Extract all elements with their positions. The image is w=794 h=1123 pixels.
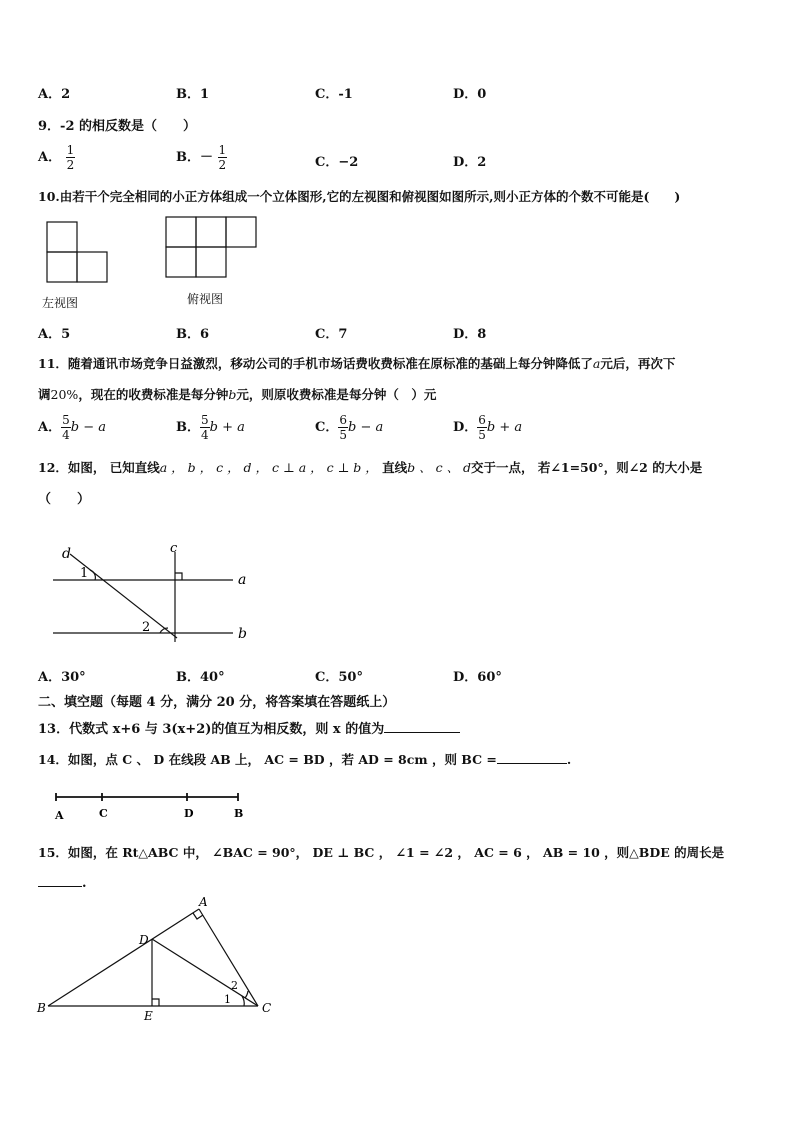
- q9-option-a-label: A．: [38, 150, 62, 165]
- label-c: C: [262, 1001, 272, 1015]
- label-angle-1: 1: [80, 566, 89, 581]
- label-a: A: [55, 809, 64, 822]
- frac-den: 2: [218, 158, 227, 172]
- q9-option-b: [176, 143, 227, 172]
- q12-text-c: 交于一点， 若∠1=50°，则∠2 的大小是: [471, 460, 703, 475]
- q9-option-d: D．2: [453, 155, 487, 170]
- q12-option-a: A．30°: [38, 670, 86, 685]
- q15-figure: [34, 895, 284, 1025]
- label-e: E: [144, 1009, 153, 1023]
- option-label: B．: [176, 420, 200, 435]
- label-c: C: [99, 807, 108, 820]
- answer-blank[interactable]: [497, 763, 567, 764]
- q15-line2: [38, 876, 87, 891]
- q10-option-d: D．8: [453, 327, 487, 342]
- q10-option-a: A．5: [38, 327, 71, 342]
- frac-num: 6: [339, 413, 347, 427]
- option-fraction: [200, 413, 210, 442]
- label-d: d: [62, 546, 71, 562]
- q11-line2: [38, 385, 436, 403]
- q10-option-b: B．6: [176, 327, 210, 342]
- q11-var-a: a: [592, 356, 601, 371]
- label-b: B: [234, 807, 244, 820]
- q8-option-c: C．-1: [315, 87, 353, 102]
- option-fraction: [477, 413, 487, 442]
- frac-num: 5: [62, 413, 70, 427]
- q12-option-c: C．50°: [315, 670, 363, 685]
- label-d: D: [139, 933, 149, 947]
- q8-option-b: B．1: [176, 87, 210, 102]
- q11-percent: 20%: [50, 387, 79, 402]
- cube-face: [196, 247, 226, 277]
- label-b: B: [37, 1001, 46, 1015]
- q11-option-a: [38, 413, 106, 442]
- option-expr: b + a: [486, 420, 523, 435]
- cube-face: [166, 217, 196, 247]
- cube-face: [166, 247, 196, 277]
- label-c: c: [170, 541, 178, 556]
- option-fraction: [338, 413, 348, 442]
- frac-den: 5: [339, 428, 347, 442]
- cube-face: [196, 217, 226, 247]
- option-expr: b − a: [70, 420, 106, 435]
- q9-option-c: C．−2: [315, 155, 359, 170]
- q11-line1-end: 元后，再次下: [600, 356, 676, 371]
- frac-den: 4: [62, 428, 70, 442]
- q9-option-a: [38, 143, 75, 172]
- q12-text-b: 直线: [377, 460, 408, 475]
- frac-num: 6: [478, 413, 486, 427]
- q13-text: 13．代数式 x+6 与 3(x+2)的值互为相反数，则 x 的值为: [38, 722, 385, 737]
- top-view-figure: [160, 212, 260, 282]
- q11-option-d: [453, 413, 522, 442]
- frac-num: 1: [218, 143, 227, 157]
- right-angle-e: [152, 999, 159, 1006]
- q11-line2-start: 调: [38, 387, 51, 402]
- q8-option-a: A．2: [38, 87, 71, 102]
- cube-face: [226, 217, 256, 247]
- q11-line1: [38, 354, 675, 372]
- q11-var-b: b: [228, 387, 237, 402]
- option-label: D．: [453, 420, 478, 435]
- q12-line1: [38, 458, 702, 476]
- q12-text-a: 12．如图， 已知直线: [38, 460, 160, 475]
- q11-line2-end: 元，则原收费标准是每分钟（ ）元: [236, 387, 437, 402]
- angle-1-arc: [90, 570, 95, 580]
- q9-stem: 9．-2 的相反数是（ ）: [38, 119, 197, 134]
- label-angle-1: 1: [224, 993, 231, 1006]
- option-label: C．: [315, 420, 339, 435]
- q10-stem: 10.由若干个完全相同的小正方体组成一个立体图形,它的左视图和俯视图如图所示,则小正方体的个数不可能是( ): [38, 189, 681, 204]
- q14-figure: [50, 788, 250, 822]
- q15-text: 15．如图，在 Rt△ABC 中， ∠BAC = 90°， DE ⊥ BC ， ∠1 = ∠2 ， AC = 6 ， AB = 10 ，则△BDE 的周长是: [38, 845, 725, 860]
- q12-line2: （ ）: [38, 492, 91, 507]
- cube-face: [47, 252, 77, 282]
- q12-vars: a ， b ， c ， d ， c ⊥ a ， c ⊥ b ，: [159, 460, 378, 475]
- q13: [38, 718, 460, 737]
- option-fraction: [61, 413, 71, 442]
- q14-end: .: [566, 752, 572, 767]
- q12-option-d: D．60°: [453, 670, 502, 685]
- q14-text: 14．如图，点 C 、 D 在线段 AB 上， AC = BD ，若 AD = 8cm ，则 BC =: [38, 752, 497, 767]
- label-b: b: [238, 626, 247, 642]
- q12-figure: [50, 540, 260, 645]
- q9-option-b-label: B．－: [176, 150, 213, 165]
- q15-end: .: [82, 876, 87, 891]
- option-label: A．: [38, 420, 62, 435]
- frac-num: 1: [66, 143, 75, 157]
- q11-option-b: [176, 413, 245, 442]
- q12-vars2: b 、 c 、 d: [407, 460, 472, 475]
- q12-option-b: B．40°: [176, 670, 225, 685]
- q11-line2-mid: ，现在的收费标准是每分钟: [78, 387, 229, 402]
- q11-line1-text: 11．随着通讯市场竞争日益激烈，移动公司的手机市场话费收费标准在原标准的基础上每分钟降低了: [38, 356, 593, 371]
- answer-blank[interactable]: [384, 732, 460, 733]
- answer-blank[interactable]: [38, 886, 82, 887]
- label-a: A: [199, 895, 208, 909]
- label-angle-2: 2: [231, 979, 238, 992]
- frac-den: 4: [201, 428, 209, 442]
- label-a: a: [238, 572, 247, 588]
- cube-face: [47, 222, 77, 252]
- q14: [38, 750, 571, 768]
- q9-option-b-fraction: [218, 143, 228, 172]
- q10-option-c: C．7: [315, 327, 348, 342]
- option-expr: b + a: [209, 420, 245, 435]
- option-expr: b − a: [348, 420, 384, 435]
- angle-2-arc: [245, 991, 248, 998]
- top-view-caption: 俯视图: [187, 292, 224, 306]
- frac-den: 5: [478, 428, 486, 442]
- right-angle-mark: [175, 573, 182, 580]
- q9-option-a-fraction: [66, 143, 76, 172]
- frac-den: 2: [66, 158, 75, 172]
- side-ba: [48, 909, 199, 1006]
- side-ac: [199, 909, 258, 1006]
- frac-num: 5: [201, 413, 209, 427]
- q8-option-d: D．0: [453, 87, 487, 102]
- label-d: D: [184, 807, 194, 820]
- q11-option-c: [315, 413, 383, 442]
- left-view-caption: 左视图: [42, 296, 79, 310]
- section-heading: 二、填空题（每题 4 分，满分 20 分，将答案填在答题纸上）: [38, 695, 396, 710]
- cube-face: [77, 252, 107, 282]
- label-angle-2: 2: [142, 620, 151, 635]
